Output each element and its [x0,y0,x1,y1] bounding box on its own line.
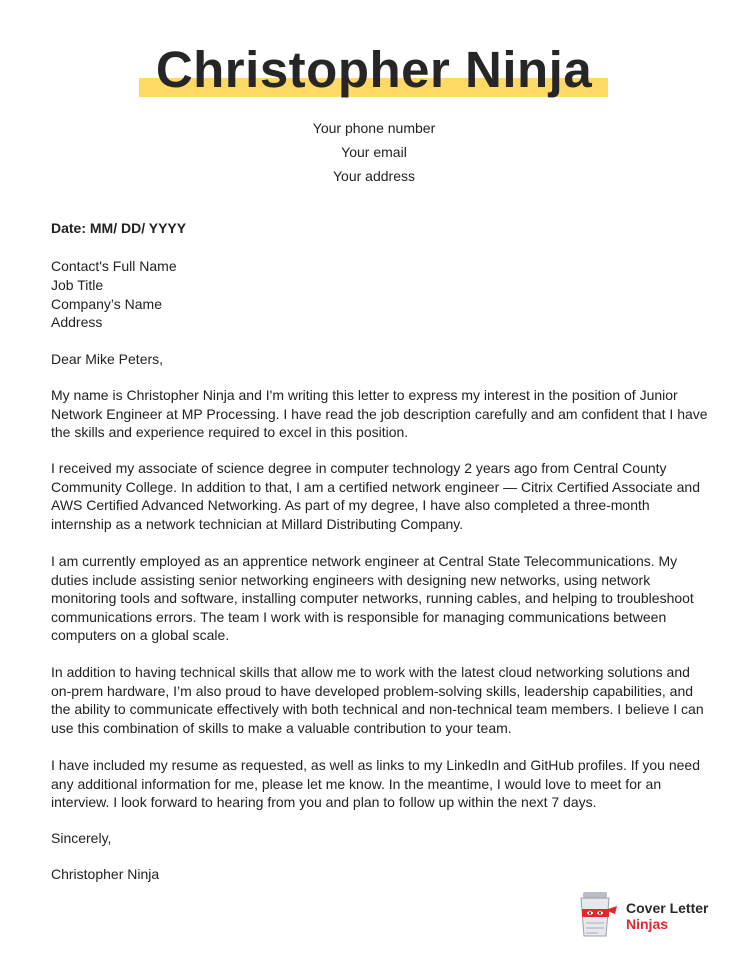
recipient-block [51,257,711,332]
signature: Christopher Ninja [51,866,160,882]
ninja-mascot-icon [575,890,619,940]
closing: Sincerely, [51,830,112,846]
paragraph-3: I am currently employed as an apprentice network engineer at Central State Telecommunications. My duties include assisting senior networking engineers with designing new networks, using network monitoring tools and software, installing computer networks, running cables, and helping to troubleshoot communications errors. The team I work with is responsible for managing communications between computers on a global scale. [51,553,694,644]
letter-date: Date: MM/ DD/ YYYY [51,220,187,236]
logo-wordmark [626,900,708,932]
email-line: Your email [341,144,407,160]
recipient-company: Company’s Name [51,295,163,312]
logo-line-ninjas: Ninjas [626,916,669,932]
logo-line-cover-letter: Cover Letter [626,900,709,916]
recipient-job-title: Job Title [51,276,104,293]
paragraph-1: My name is Christopher Ninja and I'm writing this letter to express my interest in the position of Junior Network Engineer at MP Processing. I have read the job description carefully and am confident that I have the skills and experience required to excel in this position. [51,387,708,441]
paragraph-4: In addition to having technical skills that allow me to work with the latest cloud networking solutions and on-prem hardware, I’m also proud to have developed problem-solving skills, leadership capabilities, and the ability to communicate effectively with both technical and non-technical team members. I believe I can use this combination of skills to make a valuable contribution to your team. [51,664,704,736]
recipient-address: Address [51,314,103,331]
cover-letter-ninjas-logo [575,890,725,940]
paragraph-2: I received my associate of science degree in computer technology 2 years ago from Central County Community College. In addition to that, I am a certified network engineer — Citrix Certified Associate and AWS Certified Advanced Networking. As part of my degree, I have also completed a three-month internship as a network technician at Millard Distributing Company. [51,460,700,532]
applicant-name: Christopher Ninja [155,41,593,98]
salutation: Dear Mike Peters, [51,351,164,367]
paragraph-5: I have included my resume as requested, as well as links to my LinkedIn and GitHub profiles. If you need any additional information for me, please let me know. In the meantime, I would love to meet for an interview. I look forward to hearing from you and plan to follow up within the next 7 days. [51,757,701,811]
recipient-full-name: Contact's Full Name [51,258,177,274]
name-header [0,40,748,104]
phone-line: Your phone number [312,120,436,136]
address-line: Your address [333,168,415,184]
